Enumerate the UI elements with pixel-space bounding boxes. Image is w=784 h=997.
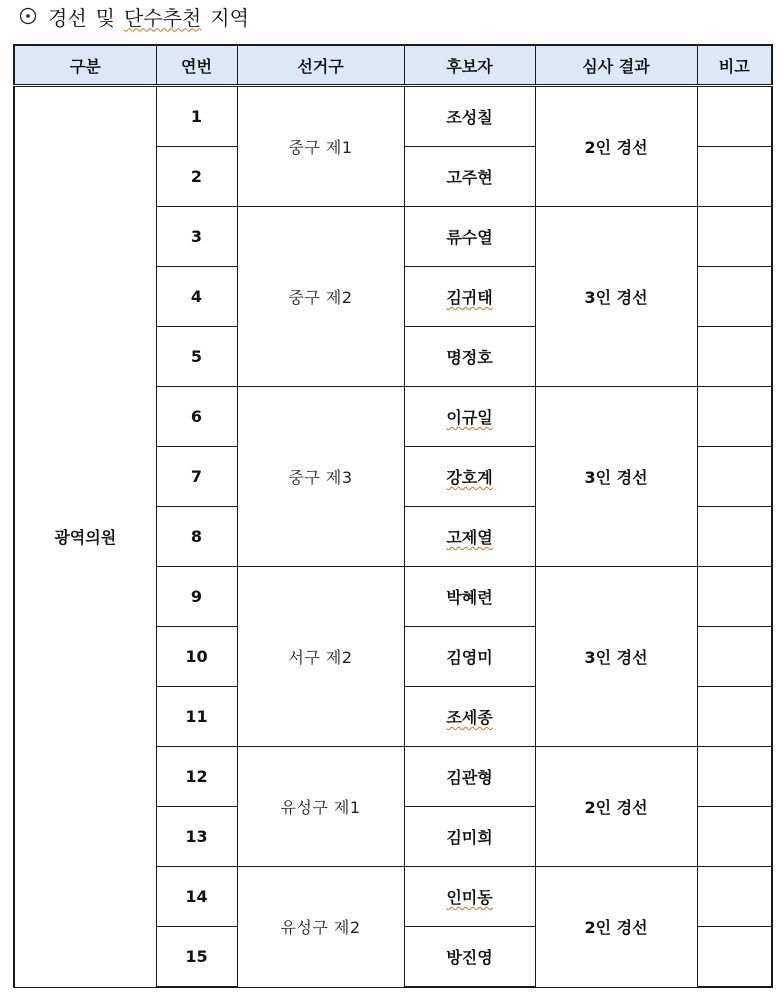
row-number-cell: 2 [156,147,237,207]
row-number-cell: 15 [156,927,237,988]
candidate-cell [404,86,535,147]
note-cell [697,327,772,387]
row-number-cell: 9 [156,567,237,627]
district-cell: 중구 제3 [237,387,404,567]
note-cell [697,207,772,267]
candidate-cell [404,207,535,267]
row-number-cell: 11 [156,687,237,747]
candidate-cell [404,567,535,627]
row-number-cell: 3 [156,207,237,267]
result-cell: 2인 경선 [535,86,697,207]
candidate-name: 조세종 [446,708,493,727]
candidate-cell [404,867,535,927]
district-cell: 유성구 제2 [237,867,404,988]
column-header-note: 비고 [697,45,772,86]
candidate-name: 박혜련 [446,588,493,607]
note-cell [697,747,772,807]
row-number-cell: 10 [156,627,237,687]
note-cell [697,147,772,207]
note-cell [697,807,772,867]
result-cell: 3인 경선 [535,207,697,387]
result-cell: 3인 경선 [535,567,697,747]
candidate-name: 방진영 [446,948,493,967]
row-number-cell: 4 [156,267,237,327]
candidate-name: 김영미 [446,648,493,667]
candidate-cell [404,447,535,507]
row-number-cell: 14 [156,867,237,927]
section-heading [18,2,258,30]
candidate-cell [404,807,535,867]
category-cell: 광역의원 [14,86,156,988]
candidate-cell [404,147,535,207]
result-cell: 2인 경선 [535,747,697,867]
note-cell [697,627,772,687]
candidate-name: 고제열 [446,528,493,547]
heading-word: 및 [95,5,115,30]
note-cell [697,387,772,447]
candidate-cell [404,267,535,327]
candidate-name: 명정호 [446,348,493,367]
column-header-district: 선거구 [237,45,404,86]
candidate-name: 고주현 [446,168,493,187]
candidate-name: 김미희 [446,828,493,847]
row-number-cell: 1 [156,86,237,147]
note-cell [697,447,772,507]
heading-word: 단수추천 [123,5,202,30]
candidate-name: 조성칠 [446,108,493,127]
column-header-type: 구분 [14,45,156,86]
heading-word: 경선 [48,5,87,30]
note-cell [697,927,772,988]
note-cell [697,687,772,747]
candidate-name: 이규일 [446,408,493,427]
column-header-number: 연번 [156,45,237,86]
result-cell: 2인 경선 [535,867,697,988]
row-number-cell: 7 [156,447,237,507]
candidate-cell [404,627,535,687]
note-cell [697,86,772,147]
result-cell: 3인 경선 [535,387,697,567]
candidate-name: 강호계 [446,468,493,487]
candidate-name: 김귀태 [446,288,493,307]
district-cell: 중구 제1 [237,86,404,207]
column-header-result: 심사 결과 [535,45,697,86]
note-cell [697,507,772,567]
candidate-name: 류수열 [446,228,493,247]
row-number-cell: 12 [156,747,237,807]
table-body [14,86,772,988]
candidate-cell [404,687,535,747]
table-header-row [14,45,772,86]
table-row [14,86,772,147]
candidate-cell [404,747,535,807]
note-cell [697,867,772,927]
candidate-name: 인미동 [446,888,493,907]
circled-dot-icon [18,6,38,26]
district-cell: 유성구 제1 [237,747,404,867]
screening-results-table [13,44,773,988]
row-number-cell: 8 [156,507,237,567]
candidate-cell [404,927,535,988]
heading-word: 지역 [210,5,249,30]
candidate-name: 김관형 [446,768,493,787]
district-cell: 서구 제2 [237,567,404,747]
candidate-cell [404,387,535,447]
candidate-cell [404,507,535,567]
note-cell [697,267,772,327]
row-number-cell: 13 [156,807,237,867]
note-cell [697,567,772,627]
row-number-cell: 5 [156,327,237,387]
column-header-candidate: 후보자 [404,45,535,86]
candidate-cell [404,327,535,387]
district-cell: 중구 제2 [237,207,404,387]
row-number-cell: 6 [156,387,237,447]
